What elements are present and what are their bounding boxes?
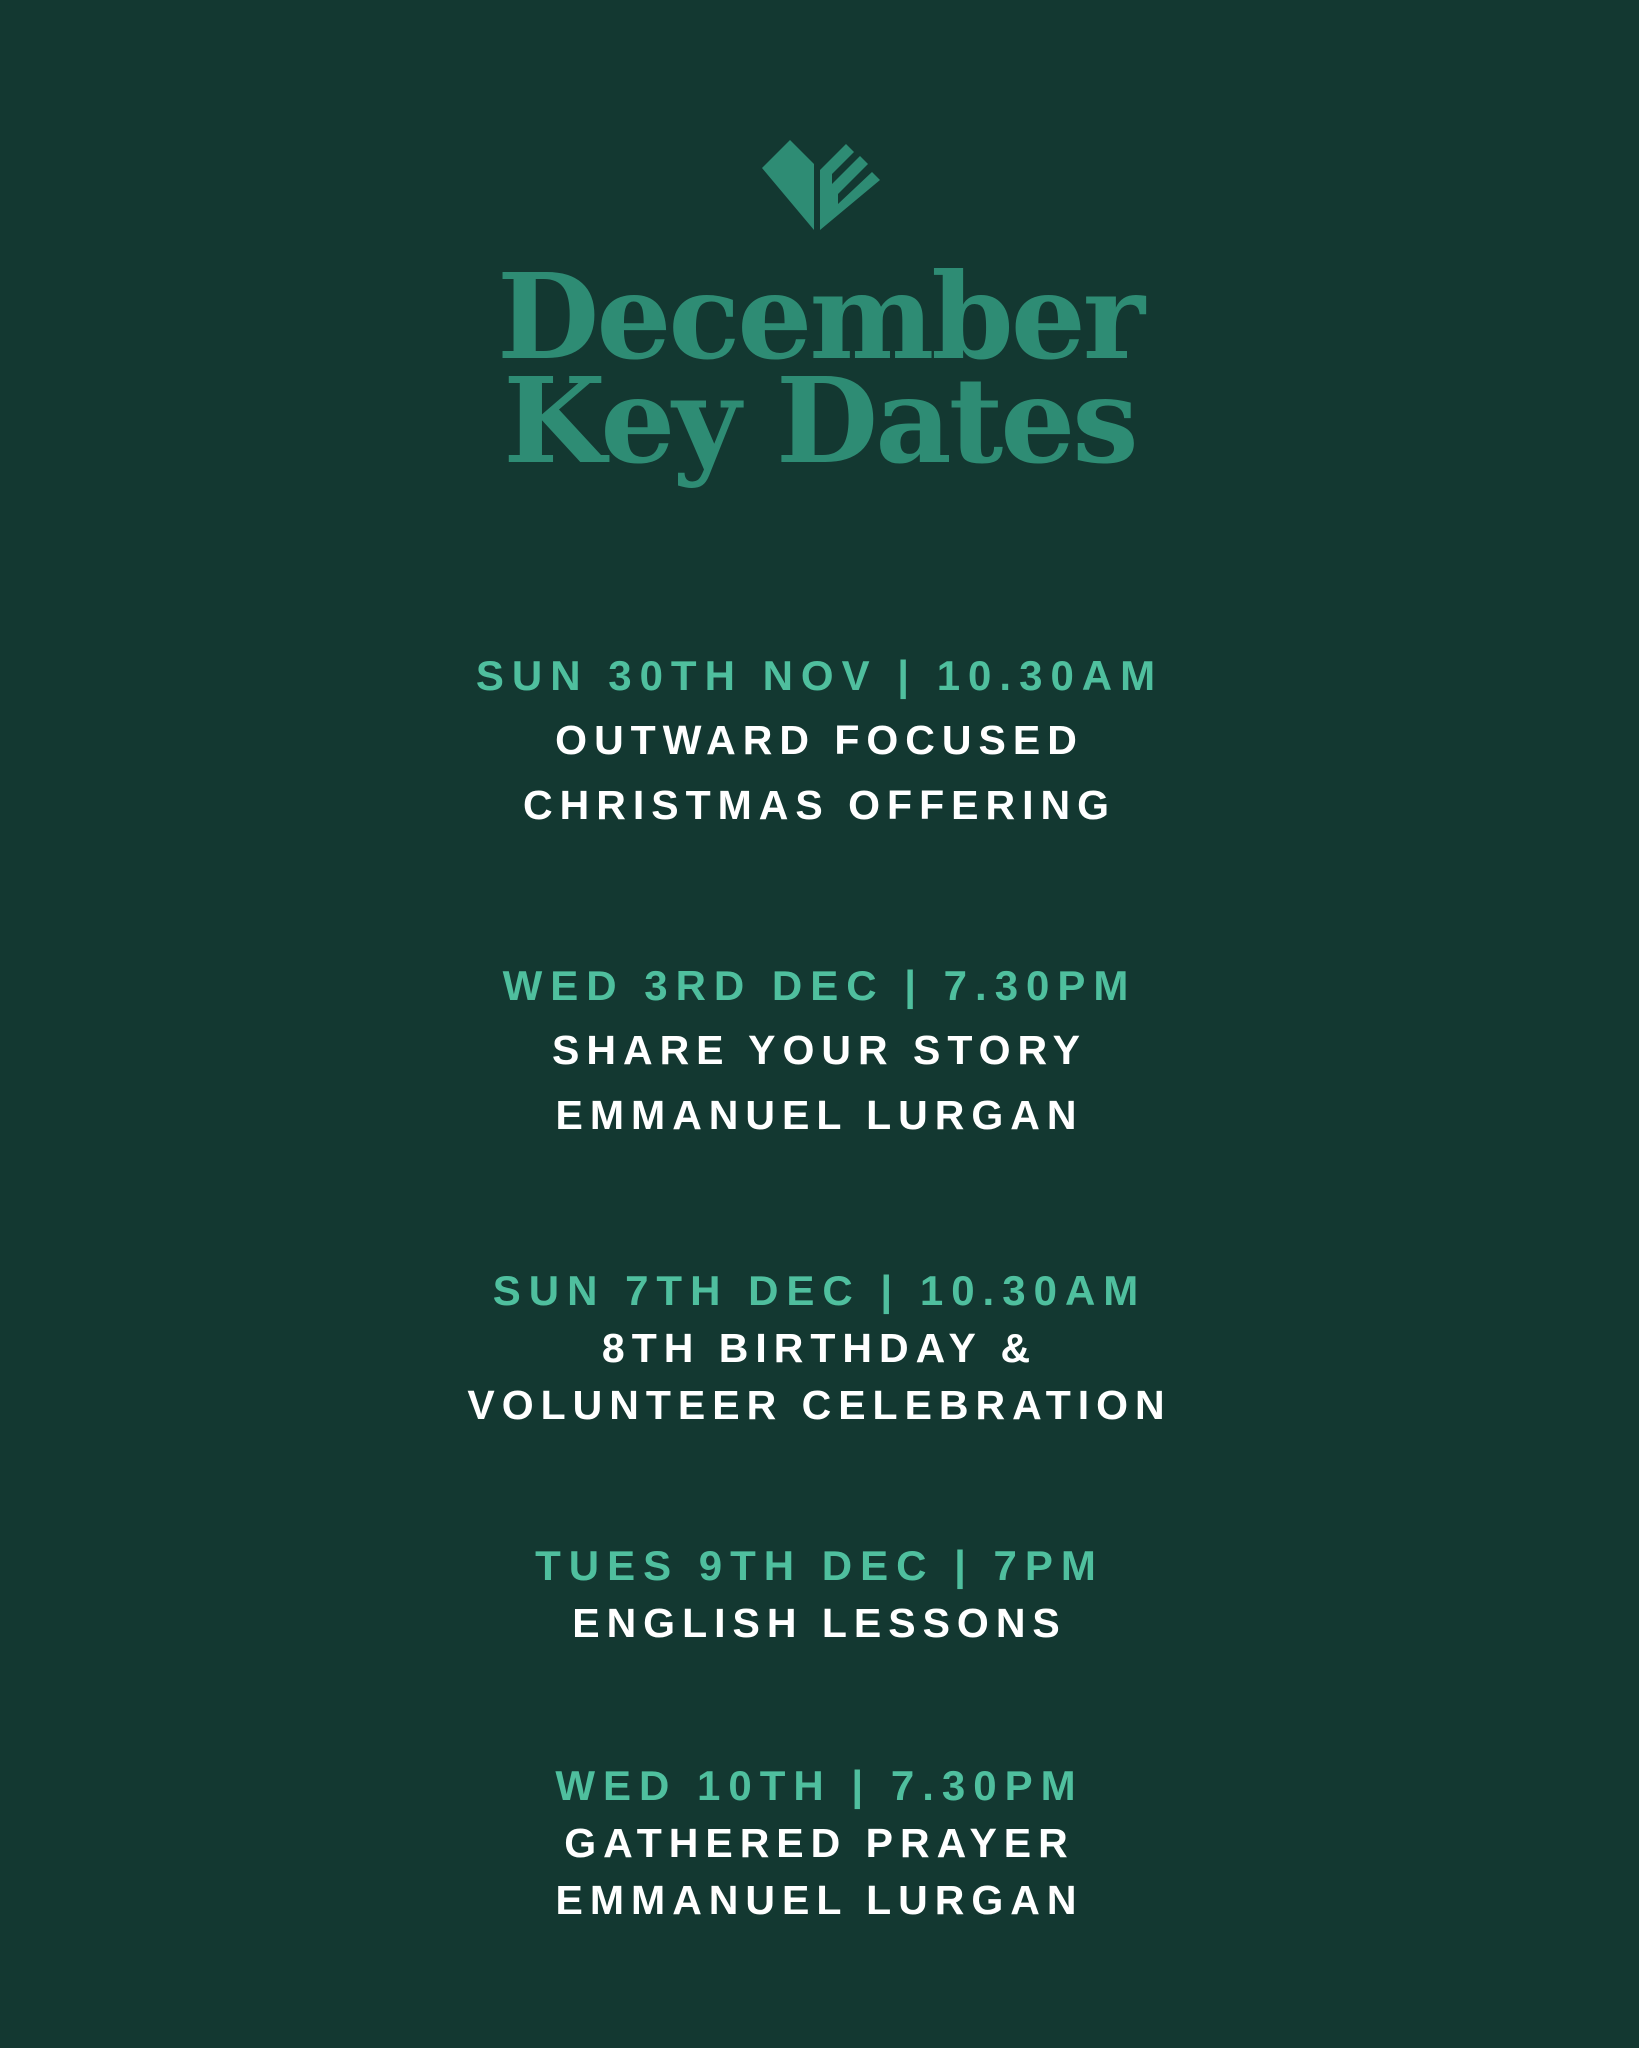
title-december: December <box>497 247 1142 386</box>
event-title: OUTWARD FOCUSED <box>555 717 1084 763</box>
event-subtitle: CHRISTMAS OFFERING <box>523 782 1116 828</box>
event-date: TUES 9TH DEC | 7PM <box>535 1542 1104 1589</box>
event-subtitle: EMMANUEL LURGAN <box>555 1092 1084 1138</box>
event-date: WED 10TH | 7.30PM <box>555 1762 1084 1809</box>
event-item <box>0 1542 1639 1646</box>
event-subtitle: EMMANUEL LURGAN <box>555 1877 1084 1923</box>
event-title: ENGLISH LESSONS <box>572 1600 1067 1646</box>
event-subtitle: VOLUNTEER CELEBRATION <box>467 1382 1172 1428</box>
event-item <box>0 1267 1639 1428</box>
event-item <box>0 1762 1639 1923</box>
event-title: 8TH BIRTHDAY & <box>601 1325 1038 1371</box>
event-date: WED 3RD DEC | 7.30PM <box>502 962 1137 1009</box>
event-date: SUN 30TH NOV | 10.30AM <box>475 652 1164 699</box>
event-item <box>0 652 1639 828</box>
event-item <box>0 962 1639 1138</box>
event-date: SUN 7TH DEC | 10.30AM <box>492 1267 1147 1314</box>
heart-diamond-logo-icon <box>754 126 884 236</box>
event-title: SHARE YOUR STORY <box>552 1027 1087 1073</box>
title-key-dates: Key Dates <box>503 351 1136 490</box>
event-title: GATHERED PRAYER <box>564 1820 1075 1866</box>
